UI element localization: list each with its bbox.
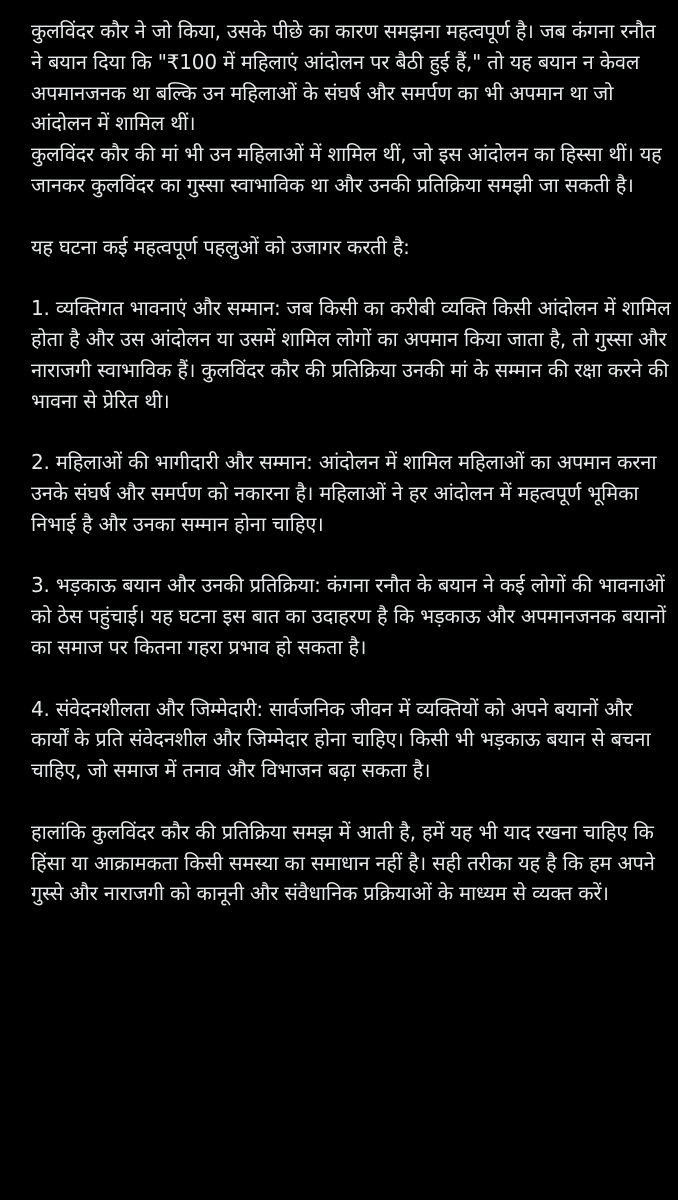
post-paragraph-heading: यह घटना कई महत्वपूर्ण पहलुओं को उजागर करती है: [31, 234, 410, 259]
post-paragraph-point-4: 4. संवेदनशीलता और जिम्मेदारी: सार्वजनिक जीवन में व्यक्तियों को अपने बयानों और कार्यों के प्रति संवेदनशील और जिम्मेदार होना चाहिए। किसी भी भड़काऊ बयान से बचना चाहिए, जो समाज में तनाव और विभाजन बढ़ा सकता है। [31, 696, 657, 783]
post-paragraph-point-1: 1. व्यक्तिगत भावनाएं और सम्मान: जब किसी का करीबी व्यक्ति किसी आंदोलन में शामिल होता है और उस आंदोलन या उसमें शामिल लोगों का अपमान किया जाता है, तो गुस्सा और नाराजगी स्वाभाविक हैं। कुलविंदर कौर की प्रतिक्रिया उनकी मां के सम्मान की रक्षा करने की भावना से प्रेरित थी। [31, 296, 677, 413]
post-paragraph-intro: कुलविंदर कौर ने जो किया, उसके पीछे का कारण समझना महत्वपूर्ण है। जब कंगना रनौत ने बयान दिया कि "₹100 में महिलाएं आंदोलन पर बैठी हुई हैं," तो यह बयान न केवल अपमानजनक था बल्कि उन महिलाओं के संघर्ष और समर्पण का भी अपमान था जो आंदोलन में शामिल थीं। कुलविंदर कौर की मां भी उन महिलाओं में शामिल थीं, जो इस आंदोलन का हिस्सा थीं। यह जानकर कुलविंदर का गुस्सा स्वाभाविक था और उनकी प्रतिक्रिया समझी जा सकती है। [31, 19, 662, 197]
post-body [31, 16, 677, 909]
post-paragraph-point-3: 3. भड़काऊ बयान और उनकी प्रतिक्रिया: कंगना रनौत के बयान ने कई लोगों की भावनाओं को ठेस पहुंचाई। यह घटना इस बात का उदाहरण है कि भड़काऊ और अपमानजनक बयानों का समाज पर कितना गहरा प्रभाव हो सकता है। [31, 573, 672, 659]
post-paragraph-conclusion: हालांकि कुलविंदर कौर की प्रतिक्रिया समझ में आती है, हमें यह भी याद रखना चाहिए कि हिंसा या आक्रामकता किसी समस्या का समाधान नहीं है। सही तरीका यह है कि हम अपने गुस्से और नाराजगी को कानूनी और संवैधानिक प्रक्रियाओं के माध्यम से व्यक्त करें। [31, 819, 661, 906]
post-paragraph-point-2: 2. महिलाओं की भागीदारी और सम्मान: आंदोलन में शामिल महिलाओं का अपमान करना उनके संघर्ष और समर्पण को नकारना है। महिलाओं ने हर आंदोलन में महत्वपूर्ण भूमिका निभाई है और उनका सम्मान होना चाहिए। [31, 450, 663, 536]
